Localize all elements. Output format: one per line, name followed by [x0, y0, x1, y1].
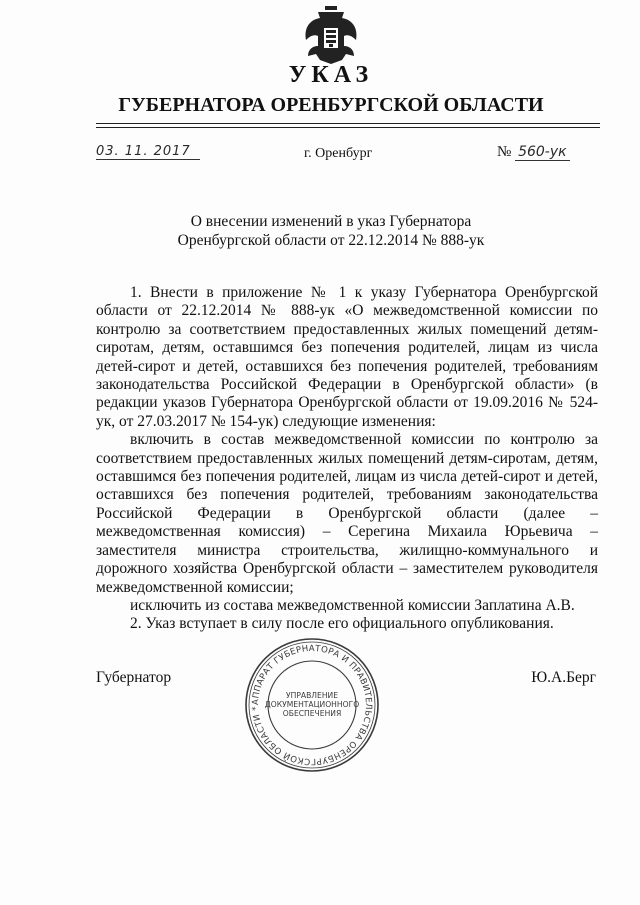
doc-type-title: УКАЗ	[288, 62, 374, 88]
stamp-center-line: ОБЕСПЕЧЕНИЯ	[282, 709, 342, 718]
subject-line: Оренбургской области от 22.12.2014 № 888-ук	[177, 232, 485, 249]
svg-text:АППАРАТ ГУБЕРНАТОРА И ПРАВИТЕЛ: АППАРАТ ГУБЕРНАТОРА И ПРАВИТЕЛЬСТВА ОРЕНБУРГСКОЙ ОБЛАСТИ *	[250, 643, 374, 767]
header-rule	[96, 127, 600, 128]
subject-line: О внесении изменений в указ Губернатора	[190, 213, 472, 230]
document-number	[497, 144, 570, 161]
stamp-center-line: ДОКУМЕНТАЦИОННОГО	[264, 700, 360, 709]
body-paragraph: 2. Указ вступает в силу после его официального опубликования.	[130, 615, 554, 633]
issuer-title: ГУБЕРНАТОРА ОРЕНБУРГСКОЙ ОБЛАСТИ	[118, 94, 544, 116]
body-paragraph: 1. Внести в приложение № 1 к указу Губернатора Оренбургской области от 22.12.2014 № 888-ук «О межведомственной комиссии по контролю за соответствием предоставленных жилых помещений детям-сиротам, детям, оставшимся без попечения родителей, лицам из числа детей-сирот и детей, оставшихся без попечения родителей, требованиям законодательства Российской Федерации в Оренбургской области» (в редакции указов Губернатора Оренбургской области от 19.09.2016 № 524-ук, от 27.03.2017 № 154-ук) следующие изменения:	[96, 284, 598, 430]
signatory-position: Губернатор	[96, 669, 172, 686]
document-date: 03. 11. 2017	[96, 144, 200, 160]
body-paragraph: включить в состав межведомственной комиссии по контролю за соответствием предоставленных жилых помещений детям-сиротам, детям, оставшимся без попечения родителей, лицам из числа детей-сирот и детей, оставшихся без попечения родителей, требованиям законодательства Российской Федерации в Оренбургской области (далее – межведомственная комиссия) – Серегина Михаила Юрьевича – заместителя министра строительства, жилищно-коммунального и дорожного хозяйства Оренбургской области – заместителем руководителя межведомственной комиссии;	[96, 431, 598, 596]
number-value: 560-ук	[515, 144, 570, 161]
document-city: г. Оренбург	[304, 146, 373, 161]
official-stamp	[243, 636, 381, 774]
signatory-name: Ю.А.Берг	[531, 669, 596, 686]
document-subject	[0, 212, 640, 250]
stamp-center-line: УПРАВЛЕНИЕ	[285, 691, 339, 700]
orenburg-coat-of-arms-icon	[302, 6, 360, 66]
header-rule	[96, 123, 600, 124]
body-paragraph: исключить из состава межведомственной комиссии Заплатина А.В.	[130, 596, 575, 614]
document-body	[96, 284, 598, 634]
number-prefix: №	[497, 144, 512, 160]
